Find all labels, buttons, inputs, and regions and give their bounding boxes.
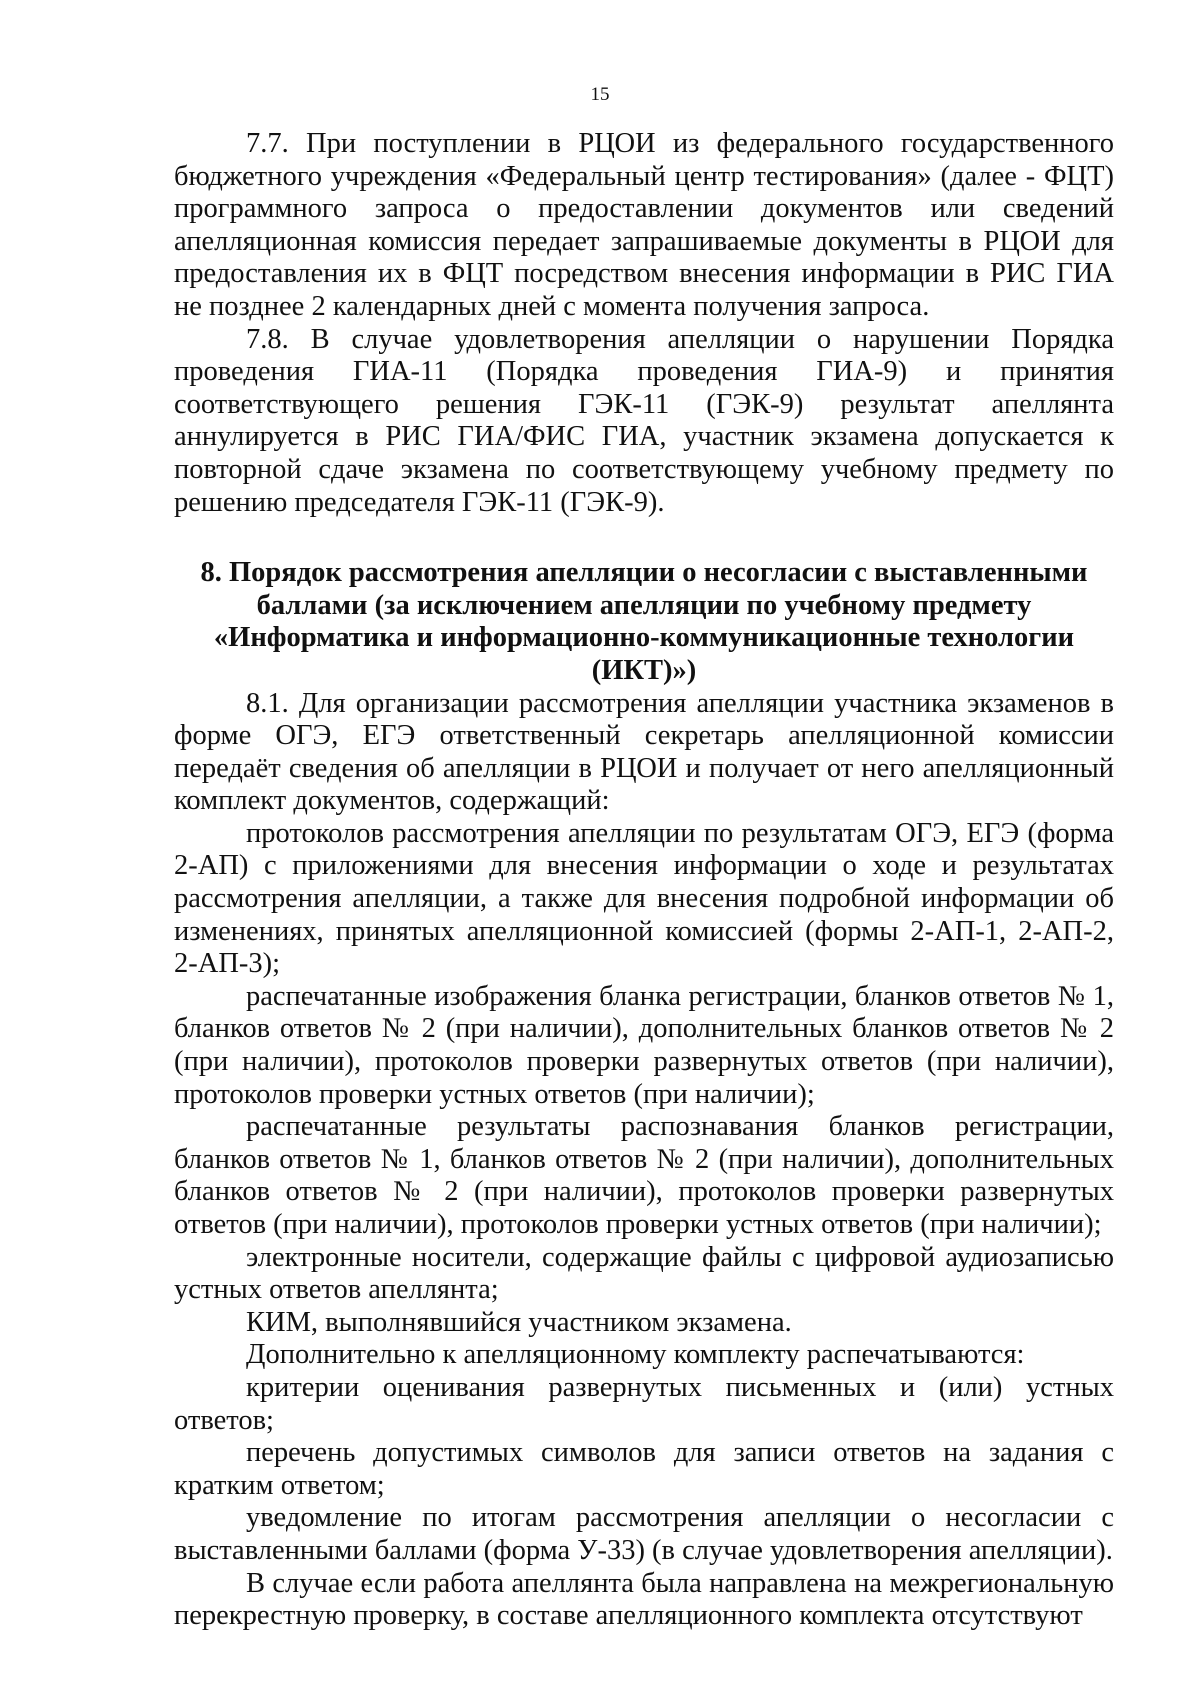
list-item-printed-images: распечатанные изображения бланка регистрации, бланков ответов № 1, бланков ответов № 2 (при наличии), дополнительных бланков ответов № 2 (при наличии), протоколов проверки развернутых ответов (при наличии), протоколов проверки устных ответов (при наличии); (174, 980, 1114, 1110)
list-item-criteria: критерии оценивания развернутых письменных и (или) устных ответов; (174, 1371, 1114, 1436)
paragraph-7-7: 7.7. При поступлении в РЦОИ из федерального государственного бюджетного учреждения «Федеральный центр тестирования» (далее - ФЦТ) программного запроса о предоставлении документов или сведений апелляционная комиссия передает запрашиваемые документы в РЦОИ для предоставления их в ФЦТ посредством внесения информации в РИС ГИА не позднее 2 календарных дней с момента получения запроса. (174, 128, 1114, 322)
paragraph-cross-check: В случае если работа апеллянта была направлена на межрегиональную перекрестную проверку, в составе апелляционного комплекта отсутствуют (174, 1567, 1114, 1632)
paragraph-7-8: 7.8. В случае удовлетворения апелляции о нарушении Порядка проведения ГИА-11 (Порядка проведения ГИА-9) и принятия соответствующего решения ГЭК-11 (ГЭК-9) результат апеллянта аннулируется в РИС ГИА/ФИС ГИА, участник экзамена допускается к повторной сдаче экзамена по соответствующему учебному предмету по решению председателя ГЭК-11 (ГЭК-9). (174, 323, 1114, 518)
list-item-electronic-media: электронные носители, содержащие файлы с цифровой аудиозаписью устных ответов апеллянта; (174, 1241, 1114, 1306)
list-item-recognition-results: распечатанные результаты распознавания бланков регистрации, бланков ответов № 1, бланков ответов № 2 (при наличии), дополнительных бланков ответов № 2 (при наличии), протоколов проверки развернутых ответов (при наличии), протоколов проверки устных ответов (при наличии); (174, 1111, 1114, 1240)
list-item-protocols: протоколов рассмотрения апелляции по результатам ОГЭ, ЕГЭ (форма 2-АП) с приложениями для внесения информации о ходе и результатах рассмотрения апелляции, а также для внесения подробной информации об изменениях, принятых апелляционной комиссией (формы 2-АП-1, 2-АП-2, 2-АП-3); (174, 817, 1114, 980)
list-item-notification: уведомление по итогам рассмотрения апелляции о несогласии с выставленными баллами (форма У-33) (в случае удовлетворения апелляции). (174, 1502, 1114, 1566)
list-item-kim: КИМ, выполнявшийся участником экзамена. (246, 1306, 792, 1338)
page-number: 15 (590, 84, 610, 105)
document-body (174, 128, 1114, 1633)
paragraph-additional: Дополнительно к апелляционному комплекту распечатываются: (246, 1339, 1025, 1371)
paragraph-8-1: 8.1. Для организации рассмотрения апелляции участника экзаменов в форме ОГЭ, ЕГЭ ответственный секретарь апелляционной комиссии передаёт сведения об апелляции в РЦОИ и получает от него апелляционный комплект документов, содержащий: (174, 687, 1114, 817)
list-item-symbols: перечень допустимых символов для записи ответов на задания с кратким ответом; (174, 1437, 1114, 1501)
section-heading: 8. Порядок рассмотрения апелляции о несогласии с выставленными баллами (за исключением апелляции по учебному предмету «Информатика и информационно-коммуникационные технологии (ИКТ)») (200, 557, 1088, 686)
